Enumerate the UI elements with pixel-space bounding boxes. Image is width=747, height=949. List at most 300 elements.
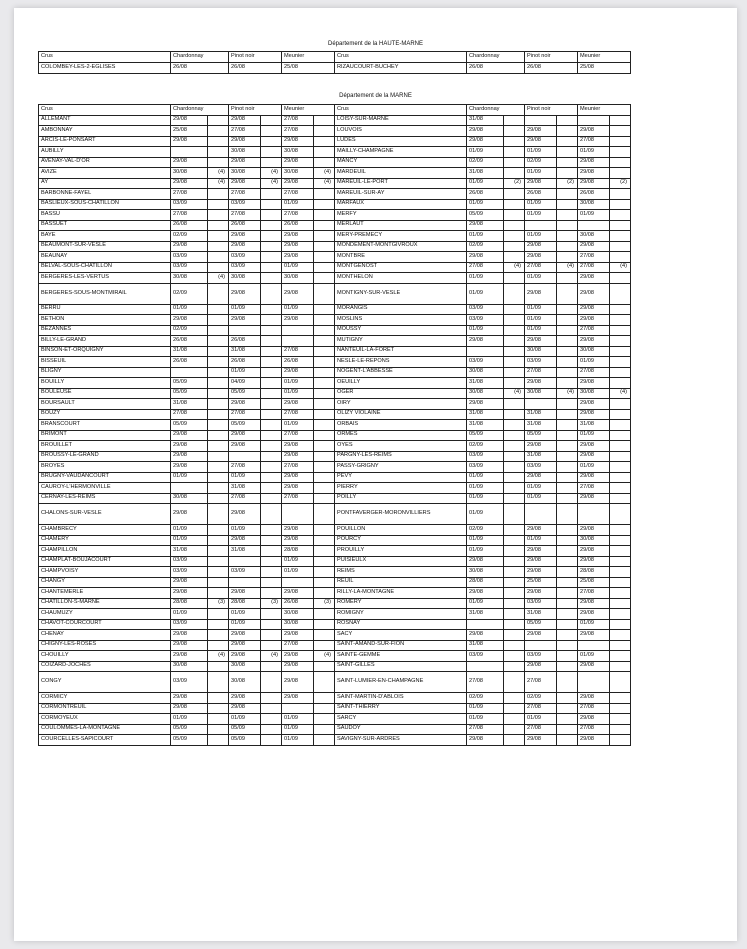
- harvest-date: 29/08: [525, 378, 557, 389]
- harvest-date: 30/08: [578, 388, 610, 399]
- harvest-date: 27/08: [525, 703, 557, 714]
- footnote-ref: [504, 357, 525, 368]
- footnote-ref: [610, 441, 631, 452]
- footnote-ref: [557, 273, 578, 284]
- harvest-date: 30/08: [171, 493, 208, 504]
- harvest-date: 25/08: [171, 126, 208, 137]
- harvest-date: 29/08: [467, 399, 504, 410]
- footnote-ref: [208, 483, 229, 494]
- footnote-ref: [261, 136, 282, 147]
- harvest-date: 29/08: [578, 661, 610, 672]
- footnote-ref: [610, 409, 631, 420]
- harvest-date: 26/08: [467, 63, 525, 74]
- footnote-ref: [610, 640, 631, 651]
- footnote-ref: (4): [314, 651, 335, 662]
- column-header: Pinot noir: [525, 105, 578, 116]
- harvest-date: 01/09: [525, 315, 557, 326]
- cru-name: POURCY: [335, 535, 467, 546]
- footnote-ref: [208, 346, 229, 357]
- harvest-date: 29/08: [578, 714, 610, 725]
- cru-name: BARBONNE-FAYEL: [39, 189, 171, 200]
- footnote-ref: [557, 735, 578, 746]
- footnote-ref: (4): [261, 178, 282, 189]
- footnote-ref: [208, 609, 229, 620]
- cru-name: POILLY: [335, 493, 467, 504]
- table-row: [39, 651, 631, 662]
- harvest-date: 26/08: [171, 357, 208, 368]
- cru-name: CORMOYEUX: [39, 714, 171, 725]
- harvest-date: 01/09: [171, 304, 208, 315]
- footnote-ref: [261, 241, 282, 252]
- table-row: [39, 735, 631, 746]
- footnote-ref: [208, 199, 229, 210]
- harvest-date: 01/09: [525, 199, 557, 210]
- harvest-date: 29/08: [229, 703, 261, 714]
- harvest-date: 01/09: [525, 147, 557, 158]
- footnote-ref: [314, 630, 335, 641]
- harvest-date: 31/08: [171, 346, 208, 357]
- table-row: [39, 714, 631, 725]
- table-row: [39, 336, 631, 347]
- footnote-ref: [208, 588, 229, 599]
- harvest-date: 05/09: [229, 735, 261, 746]
- harvest-date: 01/09: [525, 325, 557, 336]
- table-row: [39, 220, 631, 231]
- harvest-date: 29/08: [282, 472, 314, 483]
- footnote-ref: [557, 535, 578, 546]
- footnote-ref: [504, 409, 525, 420]
- footnote-ref: (4): [557, 262, 578, 273]
- harvest-date: 29/08: [525, 283, 557, 304]
- harvest-date: 03/09: [467, 651, 504, 662]
- harvest-date: 02/09: [525, 693, 557, 704]
- footnote-ref: [314, 693, 335, 704]
- harvest-date: [229, 556, 261, 567]
- harvest-date: 01/09: [282, 378, 314, 389]
- footnote-ref: [314, 420, 335, 431]
- cru-name: SAVIGNY-SUR-ARDRES: [335, 735, 467, 746]
- harvest-date: 29/08: [525, 735, 557, 746]
- harvest-date: 30/08: [229, 147, 261, 158]
- footnote-ref: [208, 493, 229, 504]
- footnote-ref: [504, 546, 525, 557]
- harvest-date: 27/08: [467, 724, 504, 735]
- harvest-date: 27/08: [282, 115, 314, 126]
- footnote-ref: [261, 640, 282, 651]
- cru-name: CHATILLON-S-MARNE: [39, 598, 171, 609]
- harvest-date: 27/08: [282, 493, 314, 504]
- footnote-ref: [504, 724, 525, 735]
- harvest-date: 01/09: [525, 273, 557, 284]
- harvest-date: [578, 640, 610, 651]
- footnote-ref: [314, 199, 335, 210]
- cru-name: CHAMERY: [39, 535, 171, 546]
- cru-name: BRUGNY-VAUDANCOURT: [39, 472, 171, 483]
- harvest-date: 03/09: [467, 357, 504, 368]
- footnote-ref: [504, 304, 525, 315]
- footnote-ref: [208, 693, 229, 704]
- footnote-ref: [208, 630, 229, 641]
- footnote-ref: [610, 115, 631, 126]
- harvest-date: 29/08: [229, 535, 261, 546]
- harvest-date: 27/08: [578, 367, 610, 378]
- footnote-ref: [314, 220, 335, 231]
- harvest-date: 31/08: [171, 546, 208, 557]
- harvest-date: 29/08: [525, 630, 557, 641]
- harvest-date: 01/09: [467, 231, 504, 242]
- footnote-ref: [504, 199, 525, 210]
- harvest-date: 29/08: [282, 651, 314, 662]
- footnote-ref: [557, 462, 578, 473]
- harvest-date: 01/09: [282, 388, 314, 399]
- harvest-date: 27/08: [229, 126, 261, 137]
- footnote-ref: [314, 409, 335, 420]
- table-header-row: [39, 52, 631, 63]
- cru-name: ROMERY: [335, 598, 467, 609]
- footnote-ref: [314, 504, 335, 525]
- footnote-ref: [314, 451, 335, 462]
- cru-name: CORMONTREUIL: [39, 703, 171, 714]
- footnote-ref: [610, 126, 631, 137]
- footnote-ref: [208, 220, 229, 231]
- harvest-date: 28/08: [229, 598, 261, 609]
- harvest-date: 29/08: [171, 630, 208, 641]
- harvest-date: 29/08: [525, 525, 557, 536]
- footnote-ref: [208, 724, 229, 735]
- footnote-ref: [261, 588, 282, 599]
- harvest-date: 30/08: [525, 388, 557, 399]
- footnote-ref: [261, 714, 282, 725]
- footnote-ref: [261, 231, 282, 242]
- footnote-ref: [314, 714, 335, 725]
- footnote-ref: [314, 672, 335, 693]
- footnote-ref: [504, 399, 525, 410]
- harvest-date: 31/08: [467, 640, 504, 651]
- column-header: Chardonnay: [467, 52, 525, 63]
- harvest-date: 04/09: [229, 378, 261, 389]
- cru-name: BRANSCOURT: [39, 420, 171, 431]
- table-row: [39, 567, 631, 578]
- cru-name: BOULEUSE: [39, 388, 171, 399]
- table-row: [39, 325, 631, 336]
- harvest-date: 29/08: [467, 630, 504, 641]
- cru-name: PROUILLY: [335, 546, 467, 557]
- cru-name: BROUILLET: [39, 441, 171, 452]
- cru-name: COURCELLES-SAPICOURT: [39, 735, 171, 746]
- footnote-ref: [504, 283, 525, 304]
- harvest-date: [282, 325, 314, 336]
- cru-name: OEUILLY: [335, 378, 467, 389]
- footnote-ref: (3): [314, 598, 335, 609]
- harvest-date: 29/08: [171, 430, 208, 441]
- harvest-date: 29/08: [171, 640, 208, 651]
- table-row: [39, 619, 631, 630]
- harvest-date: 01/09: [282, 714, 314, 725]
- harvest-date: 30/08: [578, 199, 610, 210]
- harvest-date: 30/08: [282, 619, 314, 630]
- footnote-ref: [208, 304, 229, 315]
- footnote-ref: [557, 168, 578, 179]
- harvest-date: 26/08: [171, 220, 208, 231]
- footnote-ref: [557, 189, 578, 200]
- harvest-date: 27/08: [578, 136, 610, 147]
- harvest-date: 29/08: [578, 556, 610, 567]
- table-row: [39, 115, 631, 126]
- harvest-date: [229, 451, 261, 462]
- cru-name: MAREUIL-LE-PORT: [335, 178, 467, 189]
- marne-table: [38, 104, 631, 746]
- footnote-ref: [610, 147, 631, 158]
- footnote-ref: [314, 525, 335, 536]
- harvest-date: 27/08: [467, 672, 504, 693]
- footnote-ref: [314, 462, 335, 473]
- footnote-ref: [610, 315, 631, 326]
- cru-name: ROSNAY: [335, 619, 467, 630]
- footnote-ref: [610, 304, 631, 315]
- harvest-date: 02/09: [467, 693, 504, 704]
- harvest-date: 01/09: [171, 609, 208, 620]
- cru-name: ROMIGNY: [335, 609, 467, 620]
- harvest-date: 31/08: [229, 346, 261, 357]
- harvest-date: 29/08: [229, 504, 261, 525]
- harvest-date: 01/09: [171, 525, 208, 536]
- harvest-date: 29/08: [282, 525, 314, 536]
- harvest-date: 25/08: [578, 63, 631, 74]
- cru-name: NOGENT-L'ABBESSE: [335, 367, 467, 378]
- footnote-ref: [314, 640, 335, 651]
- harvest-date: 01/09: [467, 273, 504, 284]
- cru-name: CHOUILLY: [39, 651, 171, 662]
- table-row: [39, 168, 631, 179]
- footnote-ref: [610, 273, 631, 284]
- harvest-date: 01/09: [525, 231, 557, 242]
- footnote-ref: [504, 661, 525, 672]
- harvest-date: [525, 640, 557, 651]
- harvest-date: 29/08: [578, 304, 610, 315]
- footnote-ref: [504, 504, 525, 525]
- harvest-date: 29/08: [282, 399, 314, 410]
- harvest-date: 27/08: [578, 483, 610, 494]
- footnote-ref: [610, 661, 631, 672]
- cru-name: BLIGNY: [39, 367, 171, 378]
- harvest-date: 29/08: [282, 483, 314, 494]
- harvest-date: 01/09: [525, 483, 557, 494]
- table-row: [39, 504, 631, 525]
- cru-name: OYES: [335, 441, 467, 452]
- harvest-date: 29/08: [171, 651, 208, 662]
- footnote-ref: [314, 126, 335, 137]
- harvest-date: 29/08: [578, 525, 610, 536]
- harvest-date: 25/08: [525, 577, 557, 588]
- harvest-date: 03/09: [171, 619, 208, 630]
- harvest-date: 30/08: [525, 346, 557, 357]
- harvest-date: 29/08: [525, 126, 557, 137]
- footnote-ref: [557, 126, 578, 137]
- footnote-ref: [208, 735, 229, 746]
- footnote-ref: [208, 661, 229, 672]
- cru-name: BOUILLY: [39, 378, 171, 389]
- footnote-ref: [504, 525, 525, 536]
- footnote-ref: [208, 577, 229, 588]
- harvest-date: 03/09: [467, 304, 504, 315]
- harvest-date: 03/09: [467, 315, 504, 326]
- harvest-date: 29/08: [171, 441, 208, 452]
- harvest-date: 27/08: [282, 462, 314, 473]
- column-header: Chardonnay: [171, 52, 229, 63]
- footnote-ref: [261, 273, 282, 284]
- harvest-date: 29/08: [578, 598, 610, 609]
- table-row: [39, 304, 631, 315]
- cru-name: PASSY-GRIGNY: [335, 462, 467, 473]
- harvest-date: 01/09: [282, 735, 314, 746]
- footnote-ref: [557, 336, 578, 347]
- harvest-date: 28/08: [467, 577, 504, 588]
- footnote-ref: [504, 157, 525, 168]
- harvest-date: 27/08: [282, 210, 314, 221]
- footnote-ref: [557, 651, 578, 662]
- harvest-date: [467, 346, 504, 357]
- cru-name: BASSU: [39, 210, 171, 221]
- footnote-ref: (4): [208, 168, 229, 179]
- harvest-date: 03/09: [171, 672, 208, 693]
- harvest-date: 29/08: [525, 546, 557, 557]
- footnote-ref: (4): [314, 178, 335, 189]
- harvest-date: 01/09: [467, 325, 504, 336]
- footnote-ref: [610, 630, 631, 641]
- harvest-date: 27/08: [171, 189, 208, 200]
- footnote-ref: [610, 462, 631, 473]
- harvest-date: 31/08: [525, 420, 557, 431]
- table-row: [39, 577, 631, 588]
- harvest-date: 01/09: [467, 483, 504, 494]
- harvest-date: 30/08: [467, 567, 504, 578]
- harvest-date: 29/08: [467, 136, 504, 147]
- footnote-ref: [557, 609, 578, 620]
- footnote-ref: [504, 567, 525, 578]
- table-row: [39, 126, 631, 137]
- footnote-ref: [557, 231, 578, 242]
- footnote-ref: [610, 598, 631, 609]
- harvest-date: 27/08: [525, 262, 557, 273]
- footnote-ref: [504, 577, 525, 588]
- footnote-ref: [504, 420, 525, 431]
- harvest-date: 29/08: [229, 241, 261, 252]
- harvest-date: 29/08: [171, 703, 208, 714]
- footnote-ref: [208, 241, 229, 252]
- harvest-date: 01/09: [467, 472, 504, 483]
- footnote-ref: [610, 724, 631, 735]
- footnote-ref: [610, 241, 631, 252]
- footnote-ref: [610, 714, 631, 725]
- cru-name: BERGERES-SOUS-MONTMIRAIL: [39, 283, 171, 304]
- footnote-ref: [261, 672, 282, 693]
- footnote-ref: [208, 136, 229, 147]
- footnote-ref: [504, 315, 525, 326]
- footnote-ref: (4): [208, 273, 229, 284]
- harvest-date: 03/09: [229, 567, 261, 578]
- harvest-date: 29/08: [229, 157, 261, 168]
- footnote-ref: (4): [314, 168, 335, 179]
- harvest-date: 29/08: [171, 693, 208, 704]
- harvest-date: 03/09: [171, 199, 208, 210]
- footnote-ref: [261, 430, 282, 441]
- cru-name: BROYES: [39, 462, 171, 473]
- footnote-ref: [504, 241, 525, 252]
- harvest-date: 02/09: [467, 241, 504, 252]
- footnote-ref: [610, 168, 631, 179]
- harvest-date: 27/08: [525, 672, 557, 693]
- harvest-date: 01/09: [282, 724, 314, 735]
- cru-name: CHAMPVOISY: [39, 567, 171, 578]
- footnote-ref: (3): [208, 598, 229, 609]
- harvest-date: 03/09: [525, 651, 557, 662]
- harvest-date: [467, 661, 504, 672]
- footnote-ref: [504, 598, 525, 609]
- harvest-date: 01/09: [578, 651, 610, 662]
- harvest-date: 27/08: [282, 430, 314, 441]
- cru-name: BILLY-LE-GRAND: [39, 336, 171, 347]
- harvest-date: 29/08: [467, 735, 504, 746]
- footnote-ref: [557, 483, 578, 494]
- harvest-date: 29/08: [578, 546, 610, 557]
- harvest-date: 30/08: [467, 367, 504, 378]
- cru-name: OGER: [335, 388, 467, 399]
- harvest-date: 29/08: [467, 556, 504, 567]
- column-header: Pinot noir: [229, 52, 282, 63]
- footnote-ref: [208, 409, 229, 420]
- footnote-ref: [504, 336, 525, 347]
- footnote-ref: [557, 220, 578, 231]
- harvest-date: [525, 504, 557, 525]
- footnote-ref: [208, 336, 229, 347]
- footnote-ref: [504, 556, 525, 567]
- harvest-date: 05/09: [525, 430, 557, 441]
- footnote-ref: [557, 640, 578, 651]
- footnote-ref: [261, 735, 282, 746]
- harvest-date: 01/09: [282, 262, 314, 273]
- harvest-date: 27/08: [171, 210, 208, 221]
- harvest-date: 01/09: [578, 462, 610, 473]
- harvest-date: 28/08: [171, 598, 208, 609]
- harvest-date: 29/08: [229, 640, 261, 651]
- harvest-date: 30/08: [282, 273, 314, 284]
- harvest-date: 29/08: [525, 556, 557, 567]
- harvest-date: 27/08: [578, 262, 610, 273]
- footnote-ref: [557, 577, 578, 588]
- cru-name: COULOMMES-LA-MONTAGNE: [39, 724, 171, 735]
- harvest-date: 27/08: [578, 252, 610, 263]
- footnote-ref: [557, 367, 578, 378]
- footnote-ref: [610, 472, 631, 483]
- harvest-date: 03/09: [525, 598, 557, 609]
- footnote-ref: [557, 241, 578, 252]
- footnote-ref: [314, 472, 335, 483]
- table-row: [39, 283, 631, 304]
- harvest-date: 29/08: [171, 136, 208, 147]
- footnote-ref: [208, 420, 229, 431]
- footnote-ref: [557, 451, 578, 462]
- harvest-date: 29/08: [171, 588, 208, 599]
- table-header-row: [39, 105, 631, 116]
- footnote-ref: [208, 231, 229, 242]
- footnote-ref: [610, 703, 631, 714]
- harvest-date: [229, 577, 261, 588]
- cru-name: MERY-PREMECY: [335, 231, 467, 242]
- harvest-date: 27/08: [467, 262, 504, 273]
- footnote-ref: [208, 462, 229, 473]
- table-row: [39, 451, 631, 462]
- footnote-ref: (4): [504, 262, 525, 273]
